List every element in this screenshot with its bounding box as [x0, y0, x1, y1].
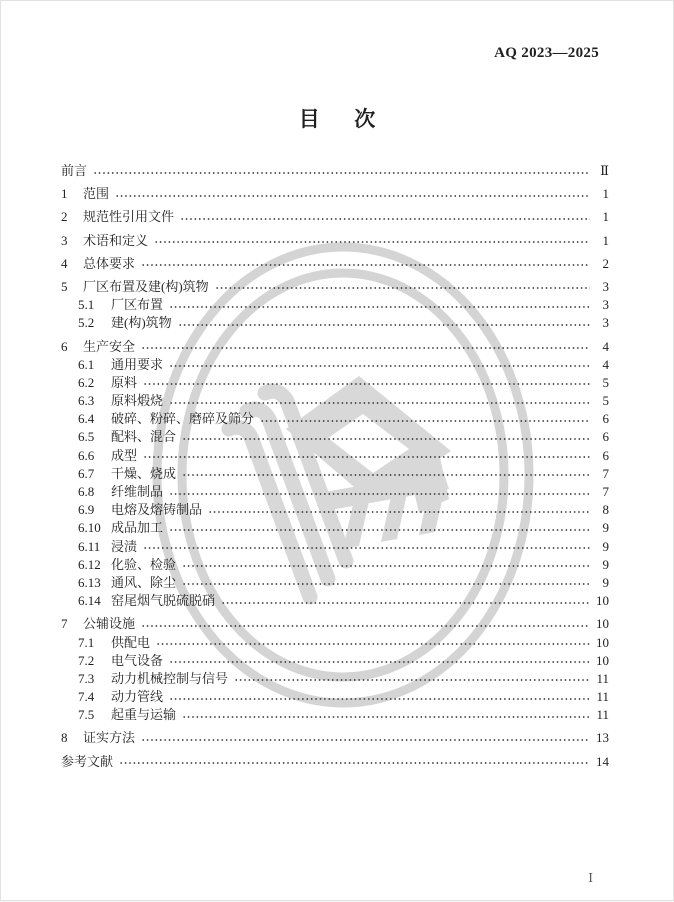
toc-entry-num: 6: [61, 338, 68, 354]
toc-entry-page: 1: [602, 209, 609, 225]
toc-entry-label: 破碎、粉碎、磨碎及筛分: [111, 411, 255, 427]
toc-entry: [61, 255, 609, 273]
dot-leader: [119, 753, 590, 771]
dot-leader: [182, 574, 590, 592]
toc-entry-label: 公辅设施: [83, 616, 136, 632]
toc-entry-label: 干燥、烧成: [111, 465, 177, 481]
dot-leader: [260, 410, 590, 428]
toc-entry: [61, 185, 609, 203]
toc-entry-page: 13: [596, 730, 609, 746]
dot-leader: [143, 374, 590, 392]
toc-entry-num: 6.12: [78, 556, 101, 572]
toc-entry: [61, 483, 609, 501]
toc-entry-page: 14: [596, 753, 609, 769]
toc-entry-label: 规范性引用文件: [83, 209, 175, 225]
toc-entry-page: 8: [602, 502, 609, 518]
toc-entry-page: 4: [602, 356, 609, 372]
dot-leader: [141, 338, 590, 356]
toc-entry-num: 6.7: [78, 465, 95, 481]
toc-entry-page: 6: [602, 411, 609, 427]
toc-entry-page: 11: [596, 689, 609, 705]
toc-entry: [61, 652, 609, 670]
page-title: 目 次: [298, 107, 382, 131]
dot-leader: [169, 652, 590, 670]
toc-entry-num: 5.2: [78, 315, 95, 331]
toc-entry-num: 7.4: [78, 689, 95, 705]
toc-list: [61, 162, 609, 771]
toc-entry-page: 9: [602, 556, 609, 572]
toc-entry-label: 通用要求: [111, 356, 164, 372]
toc-entry-page: 11: [596, 707, 609, 723]
dot-leader: [169, 356, 590, 374]
toc-entry: [61, 356, 609, 374]
toc-entry: [61, 538, 609, 556]
dot-leader: [143, 538, 590, 556]
toc-entry-num: 6.13: [78, 574, 101, 590]
toc-entry: [61, 296, 609, 314]
toc-entry: [61, 338, 609, 356]
toc-entry: [61, 314, 609, 332]
toc-entry-page: 10: [596, 616, 609, 632]
dot-leader: [156, 634, 590, 652]
toc-entry-label: 前言: [61, 163, 88, 178]
toc-entry-label: 窑尾烟气脱硫脱硝: [111, 593, 216, 609]
toc-entry-page: 6: [602, 447, 609, 463]
dot-leader: [143, 447, 590, 465]
toc-entry-num: 6.11: [78, 538, 101, 554]
toc-entry-num: 6.2: [78, 374, 95, 390]
dot-leader: [169, 519, 590, 537]
toc-entry: [61, 232, 609, 250]
dot-leader: [215, 278, 590, 296]
toc-entry-page: 7: [602, 465, 609, 481]
dot-leader: [169, 296, 590, 314]
toc-entry-label: 供配电: [111, 634, 151, 650]
dot-leader: [141, 255, 590, 273]
toc-entry-num: 2: [61, 209, 68, 225]
toc-entry-num: 7.3: [78, 670, 95, 686]
toc-entry-label: 原料: [111, 374, 138, 390]
toc-entry-page: 3: [602, 278, 609, 294]
toc-entry-page: 10: [596, 593, 609, 609]
toc-entry: [61, 556, 609, 574]
toc-entry: [61, 162, 609, 180]
dot-leader: [208, 501, 590, 519]
dot-leader: [141, 615, 590, 633]
toc-entry: [61, 634, 609, 652]
toc-entry-page: 5: [602, 393, 609, 409]
toc-entry: [61, 392, 609, 410]
toc-entry-page: 9: [602, 520, 609, 536]
toc-entry-label: 参考文献: [61, 753, 114, 769]
toc-entry-num: 6.10: [78, 520, 101, 536]
dot-leader: [182, 706, 590, 724]
standard-code: AQ 2023—2025: [494, 45, 599, 61]
toc-entry: [61, 519, 609, 537]
toc-entry-label: 原料煅烧: [111, 393, 164, 409]
toc-entry-label: 成型: [111, 447, 138, 463]
toc-entry: [61, 208, 609, 226]
toc-entry: [61, 278, 609, 296]
dot-leader: [93, 162, 590, 180]
dot-leader: [178, 314, 590, 332]
toc-entry-num: 6.6: [78, 447, 95, 463]
toc-entry-label: 化验、检验: [111, 556, 177, 572]
dot-leader: [169, 688, 590, 706]
toc-entry: [61, 574, 609, 592]
toc-entry-num: 4: [61, 255, 68, 271]
toc-entry: [61, 688, 609, 706]
toc-entry-num: 6.8: [78, 484, 95, 499]
dot-leader: [154, 232, 590, 250]
dot-leader: [221, 592, 590, 610]
toc-entry-num: 6.3: [78, 393, 95, 409]
toc-entry-num: 6.1: [78, 356, 95, 372]
toc-entry-page: 3: [602, 297, 609, 313]
toc-entry: [61, 428, 609, 446]
toc-entry-label: 厂区布置: [111, 297, 164, 313]
toc-entry-label: 电气设备: [111, 652, 164, 668]
toc-entry-num: 6.14: [78, 593, 101, 609]
toc-entry-label: 范围: [83, 186, 110, 202]
toc-entry-page: 3: [602, 315, 609, 331]
toc-entry-num: 7.2: [78, 652, 95, 668]
toc-entry-page: 10: [596, 652, 609, 668]
toc-entry-num: 5: [61, 278, 68, 294]
toc-entry-num: 3: [61, 232, 68, 248]
dot-leader: [115, 185, 590, 203]
toc-entry-page: 11: [596, 670, 609, 686]
toc-entry-page: 10: [596, 634, 609, 650]
toc-entry: [61, 753, 609, 771]
toc-entry-page: 6: [602, 429, 609, 445]
toc-entry: [61, 729, 609, 747]
toc-entry-label: 浸渍: [111, 538, 138, 554]
dot-leader: [182, 556, 590, 574]
dot-leader: [234, 670, 590, 688]
toc-entry-num: 1: [61, 186, 68, 202]
toc-entry-num: 6.4: [78, 411, 95, 427]
toc-entry: [61, 670, 609, 688]
dot-leader: [169, 483, 590, 501]
dot-leader: [169, 392, 590, 410]
toc-entry-page: 1: [602, 232, 609, 248]
toc-entry-label: 证实方法: [83, 730, 136, 746]
toc-entry: [61, 706, 609, 724]
toc-entry-num: 7: [61, 616, 68, 632]
toc-entry-page: 5: [602, 374, 609, 390]
toc-entry-page: 1: [602, 186, 609, 202]
dot-leader: [182, 428, 590, 446]
toc-entry-label: 成品加工: [111, 520, 164, 536]
toc-entry-label: 配料、混合: [111, 429, 177, 445]
toc-entry-label: 动力机械控制与信号: [111, 670, 229, 686]
toc-entry-num: 5.1: [78, 297, 95, 313]
toc-entry: [61, 615, 609, 633]
toc-entry-num: 6.5: [78, 429, 95, 445]
toc-entry-page: 9: [602, 574, 609, 590]
toc-entry-label: 纤维制品: [111, 484, 164, 499]
toc-entry: [61, 447, 609, 465]
toc-entry: [61, 410, 609, 428]
toc-entry-label: 厂区布置及建(构)筑物: [83, 278, 209, 294]
toc-entry-label: 生产安全: [83, 338, 136, 354]
toc-entry-label: 电熔及熔铸制品: [111, 502, 203, 518]
toc-entry-label: 术语和定义: [83, 232, 149, 248]
toc-entry-label: 总体要求: [83, 255, 136, 271]
toc-entry: [61, 465, 609, 483]
toc-entry-num: 7.1: [78, 634, 95, 650]
toc-entry-num: 6.9: [78, 502, 95, 518]
toc-entry-num: 7.5: [78, 707, 95, 723]
dot-leader: [182, 465, 590, 483]
toc-entry-label: 建(构)筑物: [111, 315, 172, 331]
toc-entry-page: 4: [602, 338, 609, 354]
dot-leader: [180, 208, 590, 226]
toc-entry: [61, 374, 609, 392]
toc-entry-page: 7: [602, 484, 609, 499]
toc-entry-page: 9: [602, 538, 609, 554]
toc-entry-page: 2: [602, 255, 609, 271]
toc-entry: [61, 592, 609, 610]
toc-entry-label: 起重与运输: [111, 707, 177, 723]
dot-leader: [141, 729, 590, 747]
toc-entry-label: 动力管线: [111, 689, 164, 705]
footer-page-number: Ⅰ: [588, 871, 593, 885]
toc-entry-num: 8: [61, 730, 68, 746]
toc-entry-label: 通风、除尘: [111, 574, 177, 590]
toc-entry: [61, 501, 609, 519]
toc-entry-page: Ⅱ: [600, 163, 609, 178]
